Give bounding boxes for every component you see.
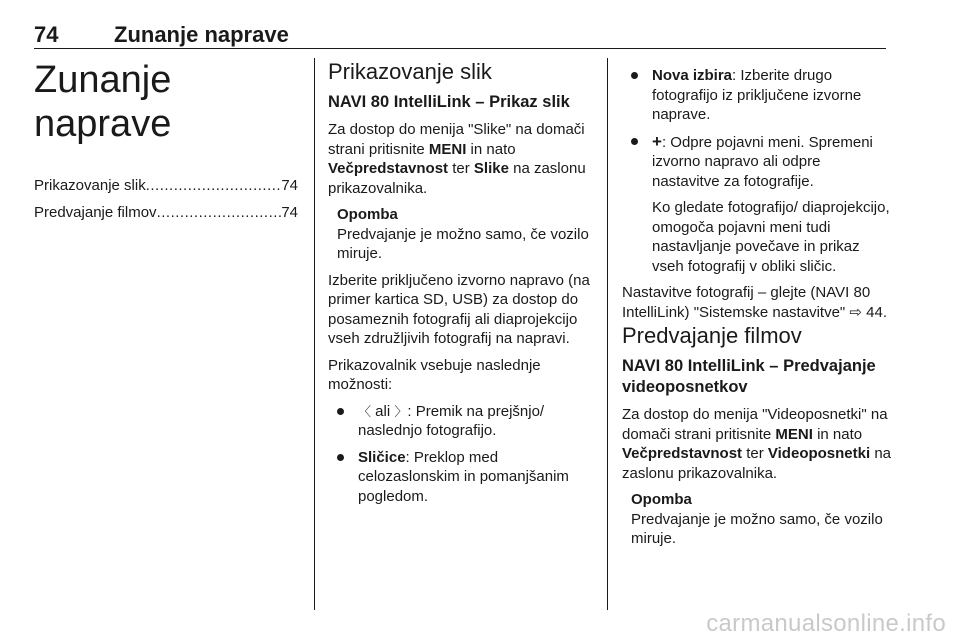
page-number: 74	[34, 22, 59, 47]
running-title: Zunanje naprave	[114, 22, 289, 47]
bullet-dot	[631, 138, 638, 145]
chevron-left-icon: 〈	[358, 403, 372, 419]
note-text: Predvajanje je možno samo, če vozilo miruje.	[631, 510, 883, 547]
toc-entry-images[interactable]	[34, 176, 298, 196]
toc-leader	[146, 176, 282, 196]
note-heading: Opomba	[337, 206, 398, 223]
bullet-popup-menu: +: Odpre pojavni meni. Spremeni izvorno napravo ali odpre nastavitve za fotografije.	[622, 132, 892, 192]
column-2	[328, 58, 596, 506]
menu-key: MENI	[428, 140, 467, 158]
multimedia-key: Večpredstavnost	[328, 160, 449, 177]
bullet-dot	[337, 454, 344, 461]
menu-key: MENI	[775, 425, 813, 443]
toc-leader	[157, 203, 282, 223]
chevron-right-icon: 〉	[394, 403, 408, 419]
note-heading: Opomba	[631, 491, 692, 508]
paragraph-movies-access: Za dostop do menija "Videoposnetki" na domači strani pritisnite MENI in nato Večpredstavnost ter Videoposnetki na zaslonu prikazovalnika.	[622, 406, 892, 482]
popup-menu-detail: Ko gledate fotografijo/ diaprojekcijo, omogoča pojavni meni tudi nastavljanje povečave in prikaz vseh fotografij v obliki sličic.	[652, 199, 890, 275]
chapter-title: Zunanje naprave	[34, 59, 172, 145]
note-images	[337, 205, 596, 264]
multimedia-key: Večpredstavnost	[622, 445, 743, 462]
toc-entry-movies[interactable]	[34, 203, 298, 223]
photo-settings-reference: Nastavitve fotografij – glejte (NAVI 80 IntelliLink) "Sistemske nastavitve" ⇨ 44.	[622, 284, 888, 321]
column-divider-2	[607, 58, 608, 610]
note-movies	[631, 490, 892, 549]
paragraph-images-access: Za dostop do menija "Slike" na domači strani pritisnite MENI in nato Večpredstavnost ter Slike na zaslonu prikazovalnika.	[328, 121, 586, 197]
page-reference-arrow-icon: ⇨	[849, 303, 862, 321]
plus-icon: +	[652, 131, 662, 151]
bullet-new-selection: Nova izbira: Izberite drugo fotografijo iz priključene izvorne naprave.	[622, 66, 892, 125]
videos-key: Videoposnetki	[767, 445, 871, 462]
watermark: carmanualsonline.info	[706, 610, 946, 637]
column-divider-1	[314, 58, 315, 610]
bullet-dot	[631, 72, 638, 79]
paragraph-options-intro: Prikazovalnik vsebuje naslednje možnosti:	[328, 356, 541, 393]
section-title-movies: Predvajanje filmov	[622, 323, 802, 348]
column-1	[34, 58, 298, 229]
note-text: Predvajanje je možno samo, če vozilo miruje.	[337, 225, 589, 262]
subsection-title-images: NAVI 80 IntelliLink – Prikaz slik	[328, 93, 570, 111]
page-header	[34, 22, 886, 49]
toc-label: Predvajanje filmov	[34, 203, 157, 221]
table-of-contents	[34, 176, 298, 222]
images-key: Slike	[473, 160, 509, 177]
column-3	[622, 58, 892, 549]
toc-page: 74	[281, 203, 298, 221]
section-title-images: Prikazovanje slik	[328, 59, 492, 84]
subsection-title-movies: NAVI 80 IntelliLink – Predvajanje videoposnetkov	[622, 357, 876, 396]
toc-page: 74	[281, 177, 298, 194]
toc-label: Prikazovanje slik	[34, 177, 146, 194]
paragraph-source-select: Izberite priključeno izvorno napravo (na primer kartica SD, USB) za dostop do posameznih fotografij ali diaprojekcijo vseh združljivih fotografij na napravi.	[328, 271, 590, 347]
bullet-prev-next: 〈 ali 〉: Premik na prejšnjo/ naslednjo fotografijo.	[328, 402, 596, 441]
bullet-thumbnails: Sličice: Preklop med celozaslonskim in pomanjšanim pogledom.	[328, 448, 596, 507]
bullet-dot	[337, 408, 344, 415]
